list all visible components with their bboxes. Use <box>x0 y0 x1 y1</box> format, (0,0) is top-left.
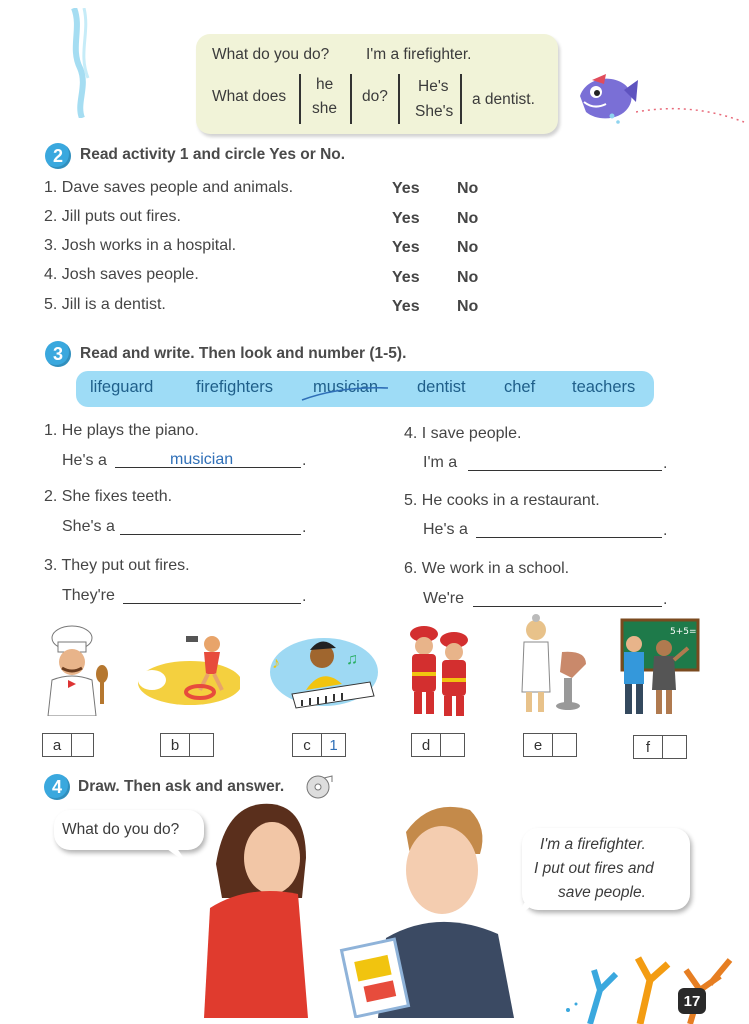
period: . <box>302 452 307 469</box>
prompt: She's a <box>62 518 115 535</box>
yes-option[interactable]: Yes <box>392 210 420 227</box>
yes-option[interactable]: Yes <box>392 180 420 197</box>
yes-option[interactable]: Yes <box>392 239 420 256</box>
grammar-pronoun-he: he <box>316 76 334 93</box>
word-bank-item: teachers <box>572 378 636 396</box>
number-box-e[interactable] <box>523 733 577 757</box>
lifeguard-illustration-icon <box>130 628 240 708</box>
box-letter: f <box>634 736 663 758</box>
sentence: 2. She fixes teeth. <box>44 488 173 505</box>
yes-option[interactable]: Yes <box>392 269 420 286</box>
number-box-c[interactable] <box>292 733 346 757</box>
section-3-number: 3 <box>45 341 71 367</box>
yes-no-statement: 2. Jill puts out fires. <box>44 208 181 225</box>
firefighters-illustration-icon <box>406 622 474 718</box>
box-value[interactable] <box>190 734 213 756</box>
box-letter: a <box>43 734 72 756</box>
box-letter: e <box>524 734 553 756</box>
coral-decoration-icon <box>560 940 749 1024</box>
ribbon-decoration-icon <box>66 8 96 118</box>
number-box-b[interactable] <box>160 733 214 757</box>
grammar-question-1: What do you do? <box>212 46 330 63</box>
prompt: They're <box>62 587 115 604</box>
box-value[interactable] <box>553 734 576 756</box>
prompt: He's a <box>62 452 107 469</box>
grammar-pronoun-she: she <box>312 100 337 117</box>
section-4-title: Draw. Then ask and answer. <box>78 778 285 795</box>
box-value[interactable] <box>72 734 93 756</box>
answer-line[interactable] <box>123 603 301 604</box>
chef-illustration-icon <box>38 624 114 716</box>
teachers-illustration-icon <box>612 618 702 718</box>
grammar-question-2-start: What does <box>212 88 287 105</box>
sentence: 1. He plays the piano. <box>44 422 199 439</box>
children-photo <box>198 798 538 1018</box>
svg-text:♪: ♪ <box>272 655 280 672</box>
section-2-title-part-b: Yes or No. <box>269 146 346 163</box>
yes-no-statement: 1. Dave saves people and animals. <box>44 179 294 196</box>
musician-illustration-icon <box>262 628 380 710</box>
period: . <box>663 591 668 608</box>
grammar-divider <box>398 74 400 124</box>
grammar-divider <box>299 74 301 124</box>
cd-audio-icon[interactable] <box>304 774 334 800</box>
section-4-number: 4 <box>44 774 70 800</box>
sentence: 3. They put out fires. <box>44 557 190 574</box>
period: . <box>302 519 307 536</box>
bubble-left-text: What do you do? <box>62 821 180 838</box>
yes-no-statement: 5. Jill is a dentist. <box>44 296 166 313</box>
yes-no-statement: 4. Josh saves people. <box>44 266 199 283</box>
grammar-divider <box>460 74 462 124</box>
section-3-title: Read and write. Then look and number (1-5). <box>80 345 407 362</box>
fish-mascot-icon <box>572 66 640 128</box>
bubble-right-line-2: I put out fires and <box>534 860 654 877</box>
answer-line[interactable] <box>468 470 662 471</box>
grammar-question-2-end: do? <box>362 88 388 105</box>
answer-line[interactable] <box>476 537 662 538</box>
bubble-right-line-3: save people. <box>558 884 646 901</box>
bubble-tail <box>516 896 546 922</box>
sentence: 6. We work in a school. <box>404 560 570 577</box>
box-value[interactable]: 1 <box>329 736 338 754</box>
grammar-answer-1: I'm a firefighter. <box>366 46 472 63</box>
answer-text: musician <box>170 451 234 468</box>
yes-option[interactable]: Yes <box>392 298 420 315</box>
bubble-right-line-1: I'm a firefighter. <box>540 836 646 853</box>
section-2-title <box>80 146 345 164</box>
grammar-divider <box>350 74 352 124</box>
number-box-a[interactable] <box>42 733 94 757</box>
section-2-title-part-a: Read activity 1 and circle <box>80 146 270 163</box>
grammar-answer-she: She's <box>415 103 454 120</box>
prompt: I'm a <box>423 454 458 471</box>
word-bank-item: dentist <box>417 378 466 396</box>
strike-through-mark <box>300 382 390 404</box>
box-letter: c <box>293 734 322 756</box>
no-option[interactable]: No <box>457 269 479 286</box>
answer-line[interactable] <box>120 534 301 535</box>
box-value[interactable] <box>441 734 464 756</box>
no-option[interactable]: No <box>457 210 479 227</box>
word-bank-item: firefighters <box>196 378 274 396</box>
section-2-number: 2 <box>45 143 71 169</box>
word-bank-item-crossed: musician <box>313 378 379 396</box>
no-option[interactable]: No <box>457 180 479 197</box>
period: . <box>302 588 307 605</box>
number-box-f[interactable] <box>633 735 687 759</box>
answer-line[interactable] <box>473 606 662 607</box>
yes-no-statement: 3. Josh works in a hospital. <box>44 237 237 254</box>
word-bank-item: chef <box>504 378 536 396</box>
dentist-illustration-icon <box>516 612 590 716</box>
period: . <box>663 522 668 539</box>
svg-text:♫: ♫ <box>346 651 358 668</box>
word-bank-item: lifeguard <box>90 378 154 396</box>
page-number: 17 <box>678 988 706 1014</box>
sentence: 4. I save people. <box>404 425 522 442</box>
sentence: 5. He cooks in a restaurant. <box>404 492 600 509</box>
prompt: We're <box>423 590 464 607</box>
dotted-trail-decoration <box>636 102 746 124</box>
number-box-d[interactable] <box>411 733 465 757</box>
box-letter: b <box>161 734 190 756</box>
grammar-answer-he: He's <box>418 78 449 95</box>
period: . <box>663 455 668 472</box>
box-value[interactable] <box>663 736 686 758</box>
box-letter: d <box>412 734 441 756</box>
bubble-tail <box>160 844 190 868</box>
prompt: He's a <box>423 521 468 538</box>
board-text: 5+5= <box>670 627 697 637</box>
no-option[interactable]: No <box>457 298 479 315</box>
grammar-answer-end: a dentist. <box>472 91 535 108</box>
no-option[interactable]: No <box>457 239 479 256</box>
